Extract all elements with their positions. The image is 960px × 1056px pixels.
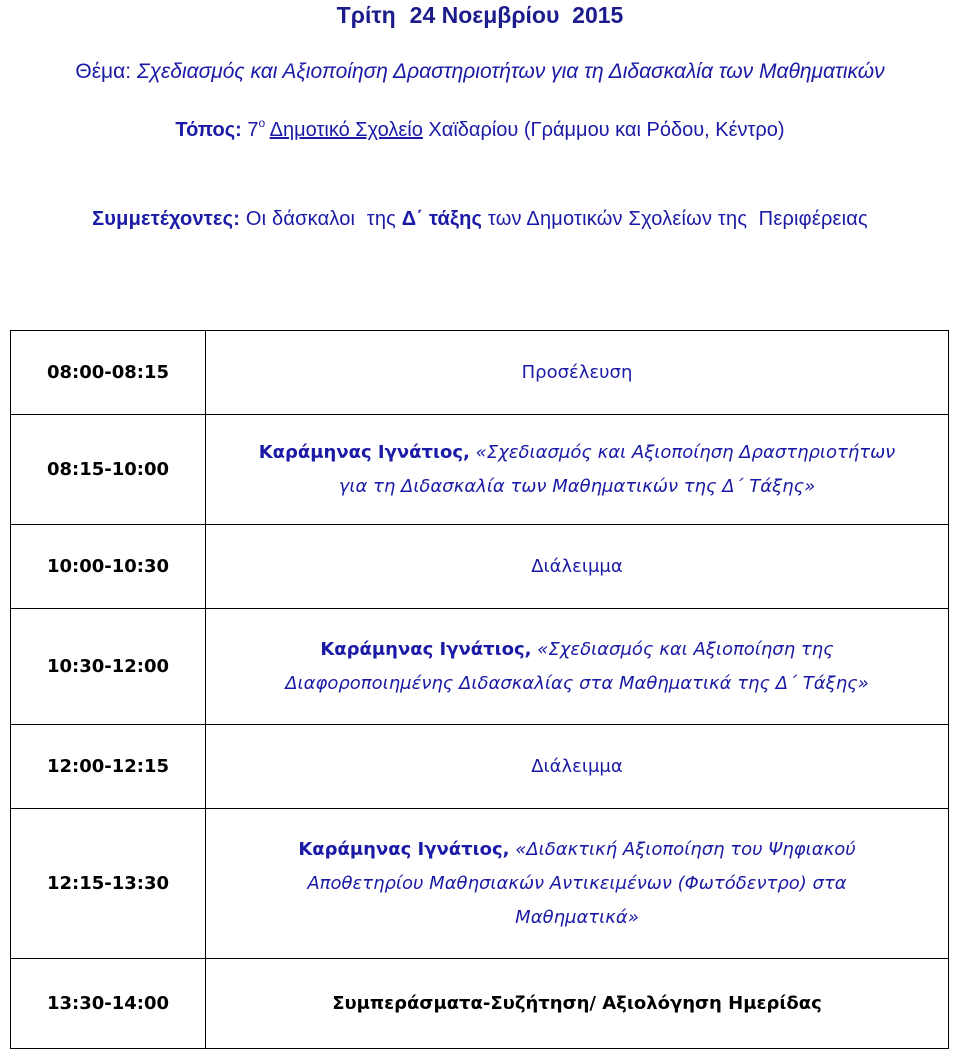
topic-label: Θέμα: xyxy=(75,60,132,83)
table-row xyxy=(11,525,949,609)
activity-cell xyxy=(206,809,949,959)
participants-pre: Οι δάσκαλοι της xyxy=(245,208,396,230)
table-row xyxy=(11,415,949,525)
speaker-name: Καράμηνας Ιγνάτιος, xyxy=(258,441,470,463)
session-title: «Σχεδιασμός και Αξιοποίηση Δραστηριοτήτων xyxy=(475,441,896,463)
date-heading xyxy=(0,2,960,29)
session-title-cont: Διαφοροποιημένης Διδασκαλίας στα Μαθηματικά της Δ΄ Τάξης» xyxy=(285,672,869,694)
activity-cell: Διάλειμμα xyxy=(206,725,949,809)
session-title-cont2: Μαθηματικά» xyxy=(515,906,639,928)
activity-cell: Συμπεράσματα-Συζήτηση/ Αξιολόγηση Ημερίδας xyxy=(206,959,949,1049)
day-label: Τρίτη xyxy=(336,2,396,28)
participants-label: Συμμετέχοντες: xyxy=(92,208,241,230)
time-cell: 13:30-14:00 xyxy=(11,959,206,1049)
session-title-cont: Αποθετηρίου Μαθησιακών Αντικειμένων (Φωτόδεντρο) στα xyxy=(307,872,847,894)
participants-grade: Δ΄ τάξης xyxy=(401,208,483,230)
activity-cell: Διάλειμμα xyxy=(206,525,949,609)
table-row xyxy=(11,959,949,1049)
table-row xyxy=(11,331,949,415)
place-details: Χαϊδαρίου (Γράμμου και Ρόδου, Κέντρο) xyxy=(428,119,785,141)
activity-cell xyxy=(206,415,949,525)
place-ordinal: ο xyxy=(258,116,266,130)
table-row xyxy=(11,809,949,959)
date-label: 24 Νοεμβρίου 2015 xyxy=(409,2,624,28)
schedule-table xyxy=(10,330,949,1049)
time-cell: 12:15-13:30 xyxy=(11,809,206,959)
session-title-cont: για τη Διδασκαλία των Μαθηματικών της Δ΄ Τάξης» xyxy=(338,475,816,497)
time-cell: 08:15-10:00 xyxy=(11,415,206,525)
place-school: Δημοτικό Σχολείο xyxy=(269,119,423,141)
time-cell: 08:00-08:15 xyxy=(11,331,206,415)
activity-cell: Προσέλευση xyxy=(206,331,949,415)
table-row xyxy=(11,725,949,809)
time-cell: 10:30-12:00 xyxy=(11,609,206,725)
place-line xyxy=(0,116,960,142)
speaker-name: Καράμηνας Ιγνάτιος, xyxy=(320,638,532,660)
table-row xyxy=(11,609,949,725)
session-title: «Σχεδιασμός και Αξιοποίηση της xyxy=(537,638,834,660)
place-number: 7 xyxy=(247,119,259,141)
activity-cell xyxy=(206,609,949,725)
time-cell: 12:00-12:15 xyxy=(11,725,206,809)
session-title: «Διδακτική Αξιοποίηση του Ψηφιακού xyxy=(515,838,856,860)
participants-post: των Δημοτικών Σχολείων της Περιφέρειας xyxy=(487,208,868,230)
speaker-name: Καράμηνας Ιγνάτιος, xyxy=(298,838,510,860)
participants-line xyxy=(0,208,960,231)
time-cell: 10:00-10:30 xyxy=(11,525,206,609)
topic-line xyxy=(0,60,960,84)
place-label: Τόπος: xyxy=(175,119,242,141)
topic-text: Σχεδιασμός και Αξιοποίηση Δραστηριοτήτων για τη Διδασκαλία των Μαθηματικών xyxy=(136,60,885,83)
